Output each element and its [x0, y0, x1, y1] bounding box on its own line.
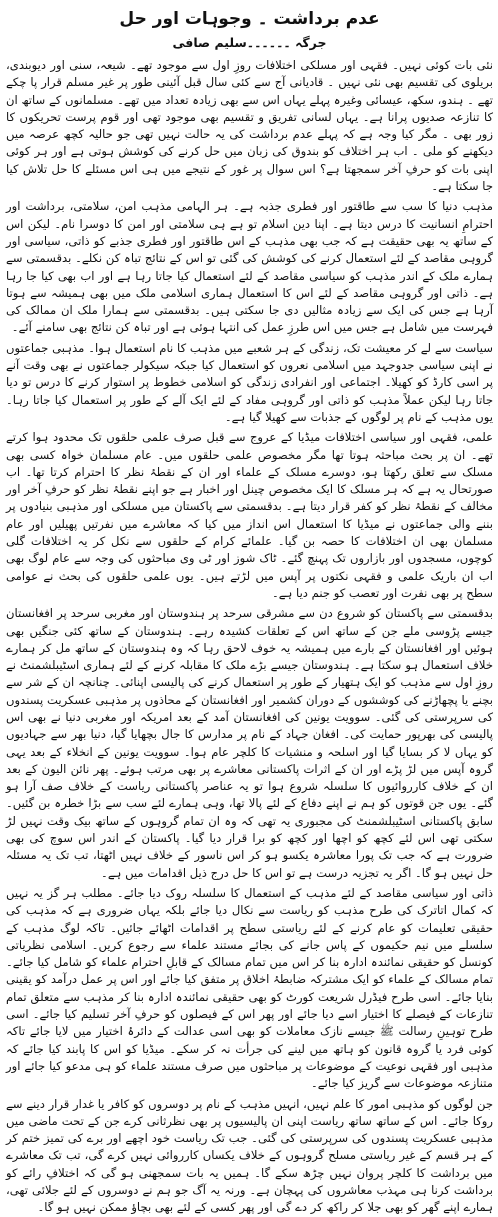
article-paragraph: نئی بات کوئی نہیں۔ فقہی اور مسلکی اختلافات روزِ اول سے موجود تھے۔ شیعہ، سنی اور دیوبندی، بریلوی کی تقسیم بھی نئی نہیں ۔ قادیانی آج سے کئی سال قبل آئینی طور پر غیر مسلم قرار پا چکے تھے ۔ ہندو، سکھ، عیسائی وغیرہ پہلے یہاں اس سے بھی زیادہ تعداد میں تھے۔ مسلمانوں کے ساتھ ان کا تنازعہ صدیوں پرانا ہے۔ یہاں لسانی تفریق و تقسیم بھی موجود تھی اور قوم پرست تحریکوں کا زور بھی ۔ مگر کیا وجہ ہے کہ پہلے عدم برداشت کی یہ حالت نہیں تھی جو حالیہ کچھ عرصہ میں دیکھنے کو ملی ۔ اب ہر اختلاف کو بندوق کی زبان میں حل کرنے کی کوشش ہوتی ہے اور ہر کوئی اپنی بات کو حرفِ آخر سمجھتا ہے؟ اس سوال پر غور کے نتیجے میں ہی اس مسئلے کا حل تلاش کیا جا سکتا ہے۔ [6, 58, 493, 194]
article-paragraph: سیاست سے لے کر معیشت تک، زندگی کے ہر شعبے میں مذہب کا نام استعمال ہوا۔ مذہبی جماعتوں نے اپنی سیاسی جدوجہد میں اسلامی نعروں کو استعمال کیا جبکہ سیکولر جماعتوں نے بھی وقت آنے پر اسی کارڈ کو کھیلا۔ اجتماعی اور انفرادی زندگی کو اسلامی خطوط پر استوار کرنے کا درس تو دیا جاتا رہا لیکن عملاً مذہب کو ذاتی اور گروہی مفاد کے لئے ایک آلے کے طور پر استعمال کیا جاتا رہا۔ یوں مذہب کے نام پر لوگوں کے جذبات سے کھیلا گیا ہے۔ [6, 340, 493, 424]
article-paragraph: علمی، فقہی اور سیاسی اختلافات میڈیا کے عروج سے قبل صرف علمی حلقوں تک محدود ہوا کرتے تھے۔ ان پر بحث مباحثہ ہوتا تھا مگر مخصوص علمی حلقوں میں۔ عام مسلمان خواہ کسی بھی مسلک سے تعلق رکھتا ہو، دوسرے مسلک کے علماء اور ان کے نقطۂ نظر کا احترام کرتا تھا۔ اب صورتحال یہ ہے کہ ہر مسلک کا ایک مخصوص چینل اور اخبار ہے جو اپنے نقطۂ نظر کو حرفِ آخر اور مخالف کے نقطۂ نظر کو کفر قرار دیتا ہے۔ بدقسمتی سے پاکستان میں مسلکی اور مذہبی بنیادوں پر بننے والی جماعتوں نے میڈیا کا استعمال اس انداز میں کیا کہ معاشرے میں نفرتیں پھیلیں اور عام مسلمان بھی ان اختلافات کا حصہ بن گیا۔ علمائے کرام کے حلقوں سے نکل کر یہ اختلافات گلی کوچوں، مسجدوں اور بازاروں تک پہنچ گئے۔ ٹاک شوز اور ٹی وی مباحثوں کی وجہ سے عام لوگ بھی اب ان باریک علمی و فقہی نکتوں پر آپس میں لڑتے ہیں۔ یوں علمی حلقوں کی بحث نے عوامی سطح پر بھی نفرت اور تعصب کو جنم دیا ہے۔ [6, 430, 493, 600]
article-paragraph: بدقسمتی سے پاکستان کو شروع دن سے مشرقی سرحد پر ہندوستان اور مغربی سرحد پر افغانستان جیسے پڑوسی ملے جن کے ساتھ اس کے تعلقات کشیدہ رہے۔ ہندوستان کے ساتھ کئی جنگیں بھی ہوئیں اور افغانستان کے بارے میں ہمیشہ یہ خوف لاحق رہا کہ وہ ہندوستان کے ساتھ مل کر ہمارے خلاف استعمال ہو سکتا ہے۔ ہندوستان جیسے بڑے ملک کا مقابلہ کرنے کے لئے ہماری اسٹیبلشمنٹ نے روزِ اول سے مذہب کو ایک ہتھیار کے طور پر استعمال کرنے کی پالیسی اپنائی۔ چنانچہ ان کے شر سے بچنے یا پچھاڑنے کی کوششوں کے دوران کشمیر اور افغانستان کے محاذوں پر مذہبی عسکریت پسندوں کی سرپرستی کی گئی۔ سوویت یونین کی افغانستان آمد کے بعد امریکہ اور مغربی دنیا نے بھی اس پالیسی کی بھرپور حمایت کی۔ افغان جہاد کے نام پر مدارس کا جال بچھایا گیا، دنیا بھر سے جہادیوں کو یہاں لا کر بسایا گیا اور اسلحہ و منشیات کا کلچر عام ہوا۔ سوویت یونین کے انخلاء کے بعد یہی گروہ آپس میں لڑ پڑے اور ان کے اثرات پاکستانی معاشرے پر بھی مرتب ہوئے۔ پھر نائن الیون کے بعد ان کے خلاف کارروائیوں کا سلسلہ شروع ہوا تو یہ عناصر پاکستانی ریاست کے خلاف صف آرا ہو گئے۔ یوں جن قوتوں کو ہم نے اپنے دفاع کے لئے پالا تھا، وہی ہمارے لئے سب سے بڑا خطرہ بن گئیں۔ سابق پاکستانی اسٹیبلشمنٹ کی مجبوری یہ تھی کہ وہ ان تمام گروہوں کے ساتھ بیک وقت نہیں لڑ سکتی تھی اس لئے کچھ کو اچھا اور کچھ کو برا قرار دیا گیا۔ پاکستان کے اندر اس سوچ کی بھی ضرورت ہے کہ جب تک پورا معاشرہ یکسو ہو کر اس ناسور کے خلاف نہیں اٹھتا، تب تک یہ مسئلہ حل نہیں ہو گا۔ اگر یہ تجزیہ درست ہے تو اس کا حل درج ذیل اقدامات میں ہے۔ [6, 606, 493, 880]
article-title: عدم برداشت ۔ وجوہات اور حل [119, 9, 380, 29]
article-body [6, 57, 493, 1217]
article-byline: جرگہ ۔۔۔۔۔۔سلیم صافی [172, 35, 327, 50]
article-paragraph: جن لوگوں کو مذہبی امور کا علم نہیں، انہیں مذہب کے نام پر دوسروں کو کافر یا غدار قرار دینے سے روکا جائے۔ اس کے ساتھ ساتھ ریاست اپنی ان پالیسیوں پر بھی نظرثانی کرے جن کے تحت ماضی میں مذہبی عسکریت پسندوں کی سرپرستی کی گئی۔ جب تک ریاست خود اچھے اور برے کی تمیز ختم کر کے ہر قسم کے غیر ریاستی مسلح گروہوں کے خلاف یکساں کارروائی نہیں کرے گی، تب تک معاشرے میں برداشت کا کلچر پروان نہیں چڑھ سکے گا۔ ہمیں یہ بات سمجھنی ہو گی کہ اختلافِ رائے کو برداشت کرنا ہی مہذب معاشروں کی پہچان ہے۔ ورنہ یہ آگ جو ہم نے دوسروں کے لئے جلائی تھی، ہمارے اپنے گھر کو بھی جلا کر راکھ کر دے گی اور پھر کسی کے لئے بھی بچاؤ ممکن نہیں ہو گا۔ [6, 1096, 493, 1215]
article-paragraph: ذاتی اور سیاسی مقاصد کے لئے مذہب کے استعمال کا سلسلہ روک دیا جائے۔ مطلب ہر گز یہ نہیں کہ کمال اتاترک کی طرح مذہب کو ریاست سے نکال دیا جائے بلکہ یہاں ضروری ہے کہ مذہب کی حقیقی تعلیمات کو عام کرنے کے لئے ریاستی سطح پر اقدامات اٹھائے جائیں۔ تاکہ لوگ مذہب کے سلسلے میں نیم حکیموں کے پاس جانے کی بجائے مستند علماء سے رجوع کریں۔ اسلامی نظریاتی کونسل کو حقیقی نمائندہ ادارہ بنا کر اس میں تمام مسالک کے قابلِ احترام علماء کو شامل کیا جائے۔ تمام مسالک کے علماء کو ایک مشترکہ ضابطۂ اخلاق پر متفق کیا جائے اور اس پر عمل درآمد کو یقینی بنایا جائے۔ اسی طرح فیڈرل شریعت کورٹ کو بھی حقیقی نمائندہ ادارہ بنا کر مذہب سے متعلق تمام تنازعات کے فیصلے کا اختیار اسے دیا جائے اور پھر اس کے فیصلوں کو حرفِ آخر تسلیم کیا جائے۔ اسی طرح توہینِ رسالت ﷺ جیسے نازک معاملات کو بھی اسی عدالت کے دائرۂ اختیار میں لایا جائے تاکہ کوئی فرد یا گروہ قانون کو ہاتھ میں لینے کی جرأت نہ کر سکے۔ میڈیا کو اس کا پابند کیا جائے کہ مذہبی اور فقہی نوعیت کے موضوعات پر مباحثوں میں صرف مستند علماء کو ہی مدعو کیا جائے اور متنازعہ موضوعات سے گریز کیا جائے۔ [6, 885, 493, 1091]
article-paragraph: مذہب دنیا کا سب سے طاقتور اور فطری جذبہ ہے۔ ہر الہامی مذہب امن، سلامتی، برداشت اور احترامِ انسانیت کا درس دیتا ہے۔ اپنا دین اسلام تو ہے ہی سلامتی اور امن کا دوسرا نام۔ لیکن اس کے ساتھ یہ بھی حقیقت ہے کہ جب بھی مذہب کے اس طاقتور اور فطری جذبے کو ذاتی، سیاسی اور گروہی مقاصد کے لئے استعمال کرنے کی کوشش کی گئی تو اس کے نتائج تباہ کن نکلے۔ بدقسمتی سے ہمارے ملک کے اندر مذہب کو سیاسی مقاصد کے لئے استعمال کیا جاتا رہا ہے اور اب بھی کیا جا رہا ہے۔ ذاتی اور گروہی مقاصد کے لئے اس کا استعمال ہماری اسلامی ملک میں بھی ہمیشہ سے ہوتا آرہا ہے جس کی ایک سے زیادہ مثالیں دی جا سکتی ہیں۔ بدقسمتی سے ہمارا ملک ان ممالک کی فہرست میں شامل ہے جس میں اس طرزِ عمل کی انتہا ہوئی ہے اور تباہ کن نتائج بھی سامنے آئے۔ [6, 199, 493, 335]
